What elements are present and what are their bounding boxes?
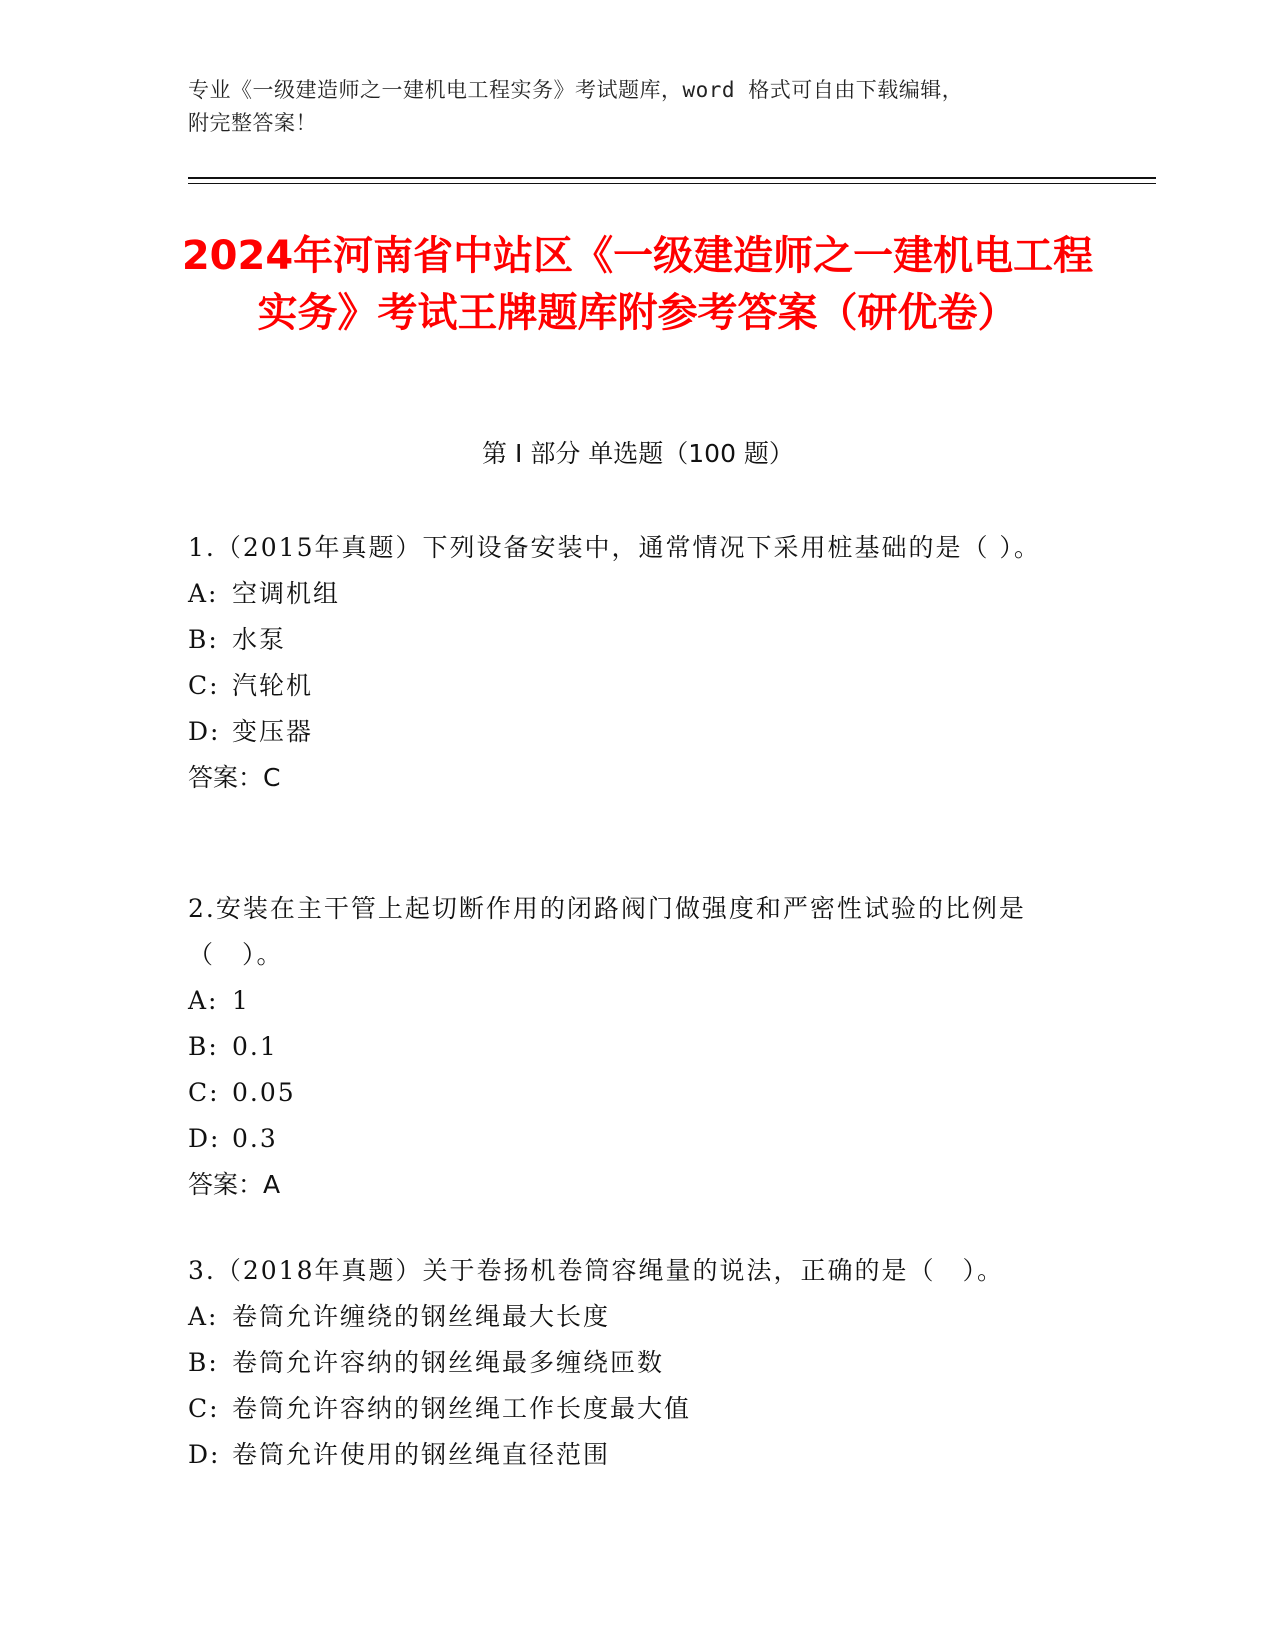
header-rule-thin <box>188 183 1156 184</box>
option-d <box>188 1432 1068 1478</box>
option-b <box>188 1024 1068 1070</box>
option-label: C: <box>188 1078 220 1107</box>
answer-line: 答案：C <box>188 763 281 792</box>
option-label: A: <box>188 579 219 608</box>
option-text: 0.05 <box>232 1078 296 1107</box>
option-label: B: <box>188 625 219 654</box>
option-label: A: <box>188 986 219 1015</box>
option-a <box>188 571 1068 617</box>
option-text: 空调机组 <box>232 579 341 608</box>
option-label: B: <box>188 1348 219 1377</box>
option-b <box>188 1340 1068 1386</box>
question-stem: 1.（2015年真题）下列设备安装中，通常情况下采用桩基础的是（ ）。 <box>188 533 1041 562</box>
option-a <box>188 978 1068 1024</box>
question-stem: 3.（2018年真题）关于卷扬机卷筒容绳量的说法，正确的是（ ）。 <box>188 1256 1004 1285</box>
option-c <box>188 1386 1068 1432</box>
question-2 <box>188 886 1068 1208</box>
header-note-line-2: 附完整答案！ <box>188 111 317 135</box>
option-label: B: <box>188 1032 219 1061</box>
option-text: 卷筒允许容纳的钢丝绳最多缠绕匝数 <box>232 1348 665 1377</box>
option-text: 卷筒允许容纳的钢丝绳工作长度最大值 <box>232 1394 692 1423</box>
option-label: D: <box>188 717 221 746</box>
header-note <box>188 74 1088 140</box>
option-label: C: <box>188 1394 220 1423</box>
option-text: 1 <box>232 986 250 1015</box>
question-stem: 2.安装在主干管上起切断作用的闭路阀门做强度和严密性试验的比例是（ ）。 <box>188 894 1026 969</box>
option-a <box>188 1294 1068 1340</box>
document-title: 2024年河南省中站区《一级建造师之一建机电工程实务》考试王牌题库附参考答案（研优卷） <box>181 233 1094 336</box>
option-d <box>188 709 1068 755</box>
question-1 <box>188 525 1068 801</box>
header-rule-thick <box>188 177 1156 179</box>
option-c <box>188 1070 1068 1116</box>
option-text: 卷筒允许缠绕的钢丝绳最大长度 <box>232 1302 611 1331</box>
header-note-line-1: 专业《一级建造师之一建机电工程实务》考试题库，word 格式可自由下载编辑， <box>188 78 964 102</box>
option-label: D: <box>188 1440 221 1469</box>
option-label: A: <box>188 1302 219 1331</box>
option-c <box>188 663 1068 709</box>
option-b <box>188 617 1068 663</box>
option-text: 卷筒允许使用的钢丝绳直径范围 <box>232 1440 611 1469</box>
option-d <box>188 1116 1068 1162</box>
option-label: C: <box>188 671 220 700</box>
question-3 <box>188 1248 1068 1478</box>
option-text: 0.1 <box>232 1032 278 1061</box>
section-title: 第 I 部分 单选题（100 题） <box>482 439 794 468</box>
option-text: 0.3 <box>232 1124 278 1153</box>
option-label: D: <box>188 1124 221 1153</box>
option-text: 变压器 <box>232 717 314 746</box>
answer-line: 答案：A <box>188 1170 281 1199</box>
option-text: 汽轮机 <box>232 671 314 700</box>
option-text: 水泵 <box>232 625 287 654</box>
